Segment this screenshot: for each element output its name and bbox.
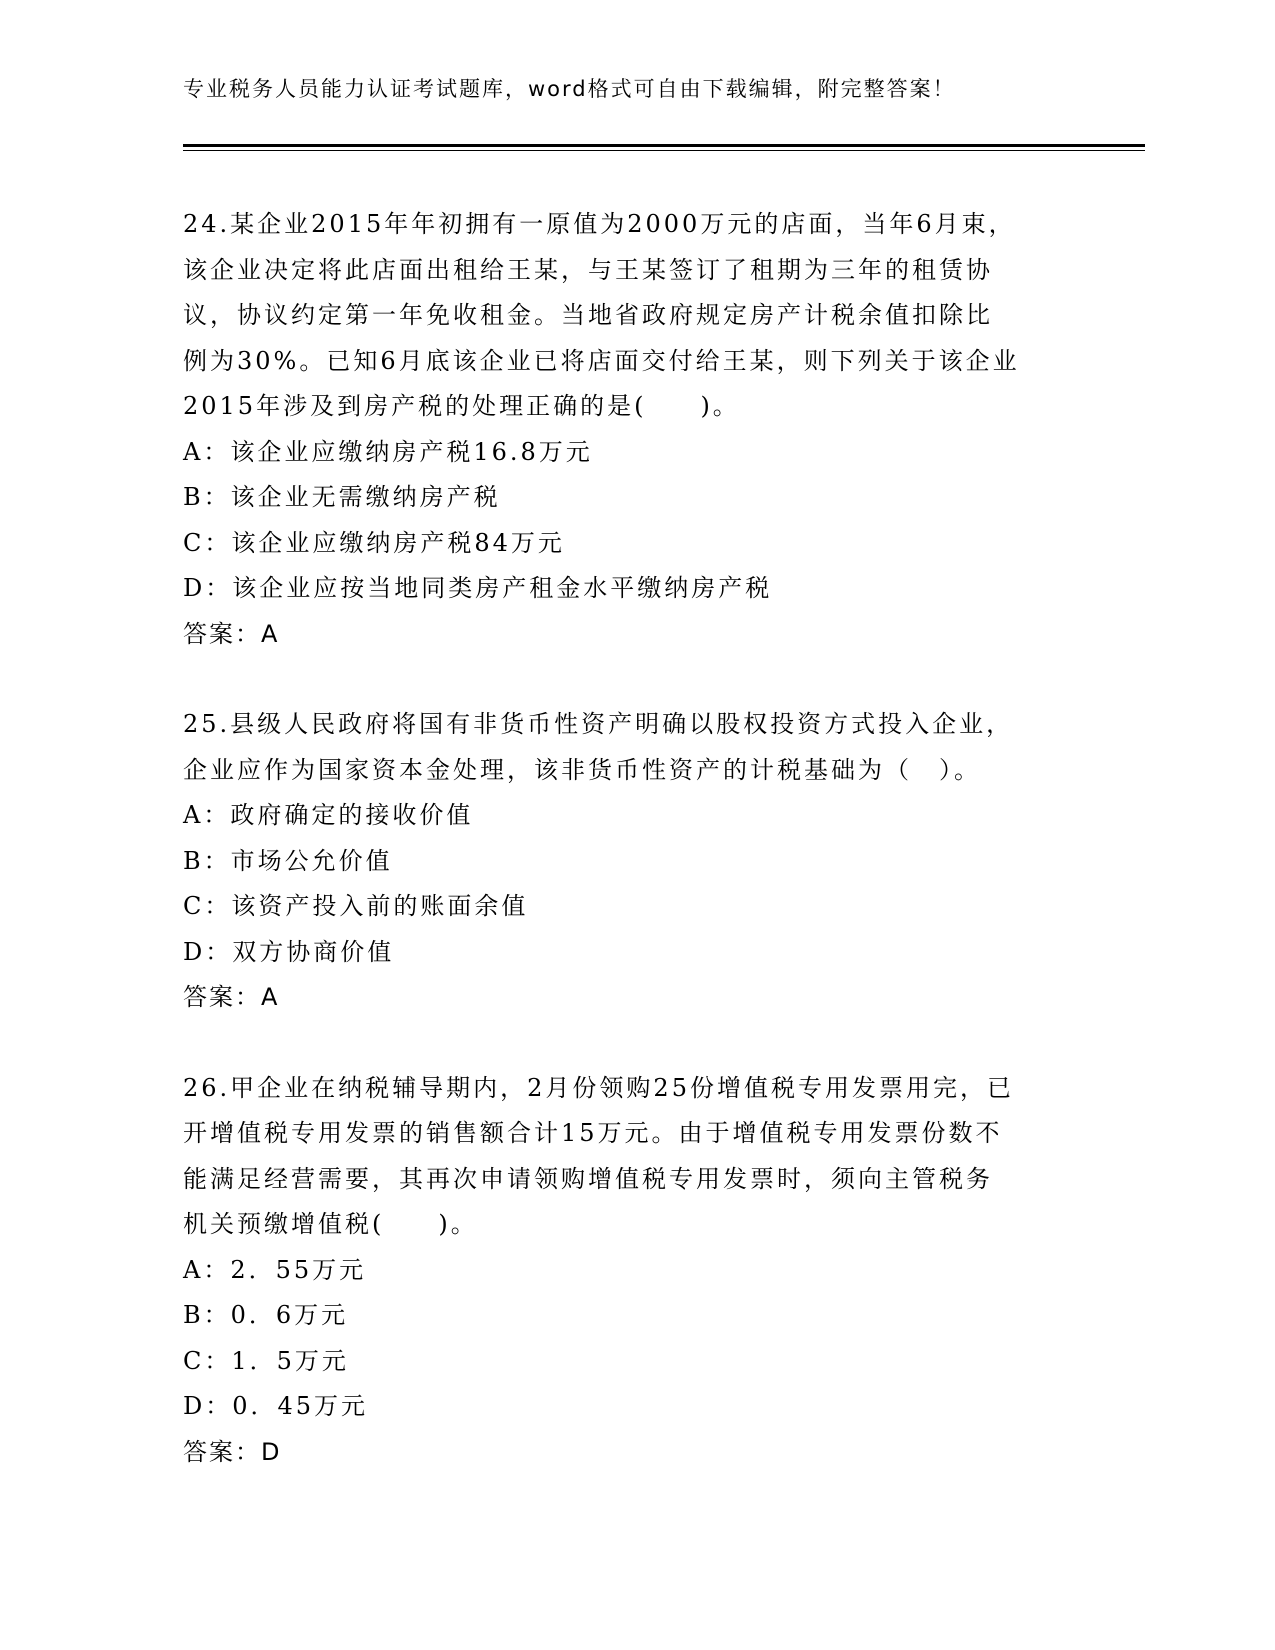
option-a: A：政府确定的接收价值 — [183, 801, 474, 829]
option-a: A：该企业应缴纳房产税16.8万元 — [183, 437, 593, 466]
question-stem-line: 25.县级人民政府将国有非货币性资产明确以股权投资方式投入企业， — [183, 710, 1014, 738]
question-stem-line: 企业应作为国家资本金处理，该非货币性资产的计税基础为（ ）。 — [183, 755, 981, 784]
option-b: B：该企业无需缴纳房产税 — [183, 483, 501, 511]
option-d: D：该企业应按当地同类房产租金水平缴纳房产税 — [183, 574, 773, 602]
question-stem-line: 该企业决定将此店面出租给王某，与王某签订了租期为三年的租赁协 — [183, 255, 993, 284]
question-stem-line: 机关预缴增值税( )。 — [183, 1210, 478, 1238]
question-24 — [183, 202, 1083, 657]
option-c: C：1．5万元 — [183, 1346, 349, 1375]
option-a: A：2．55万元 — [183, 1255, 367, 1284]
option-b: B：市场公允价值 — [183, 846, 393, 875]
answer-label: 答案：A — [183, 619, 280, 648]
question-stem-line: 能满足经营需要，其再次申请领购增值税专用发票时，须向主管税务 — [183, 1164, 993, 1193]
question-stem-line: 2015年涉及到房产税的处理正确的是( )。 — [183, 392, 740, 420]
question-stem-line: 例为30%。已知6月底该企业已将店面交付给王某，则下列关于该企业 — [183, 346, 1020, 375]
question-26 — [183, 1066, 1083, 1476]
option-b: B：0．6万元 — [183, 1301, 349, 1329]
question-stem-line: 24.某企业2015年年初拥有一原值为2000万元的店面，当年6月束， — [183, 210, 1016, 238]
option-d: D：0．45万元 — [183, 1392, 369, 1420]
option-d: D：双方协商价值 — [183, 937, 395, 966]
question-list — [183, 202, 1083, 1520]
header-rule-thin — [183, 150, 1145, 151]
question-stem-line: 议，协议约定第一年免收租金。当地省政府规定房产计税余值扣除比 — [183, 301, 993, 329]
header-rule-thick — [183, 144, 1145, 147]
option-c: C：该企业应缴纳房产税84万元 — [183, 528, 565, 557]
option-c: C：该资产投入前的账面余值 — [183, 892, 529, 920]
question-25 — [183, 702, 1083, 1021]
question-stem-line: 开增值税专用发票的销售额合计15万元。由于增值税专用发票份数不 — [183, 1119, 1003, 1147]
question-stem-line: 26.甲企业在纳税辅导期内，2月份领购25份增值税专用发票用完，已 — [183, 1073, 1014, 1102]
answer-label: 答案：D — [183, 1437, 282, 1466]
answer-label: 答案：A — [183, 983, 280, 1011]
page-header: 专业税务人员能力认证考试题库，word格式可自由下载编辑，附完整答案！ — [183, 77, 956, 101]
